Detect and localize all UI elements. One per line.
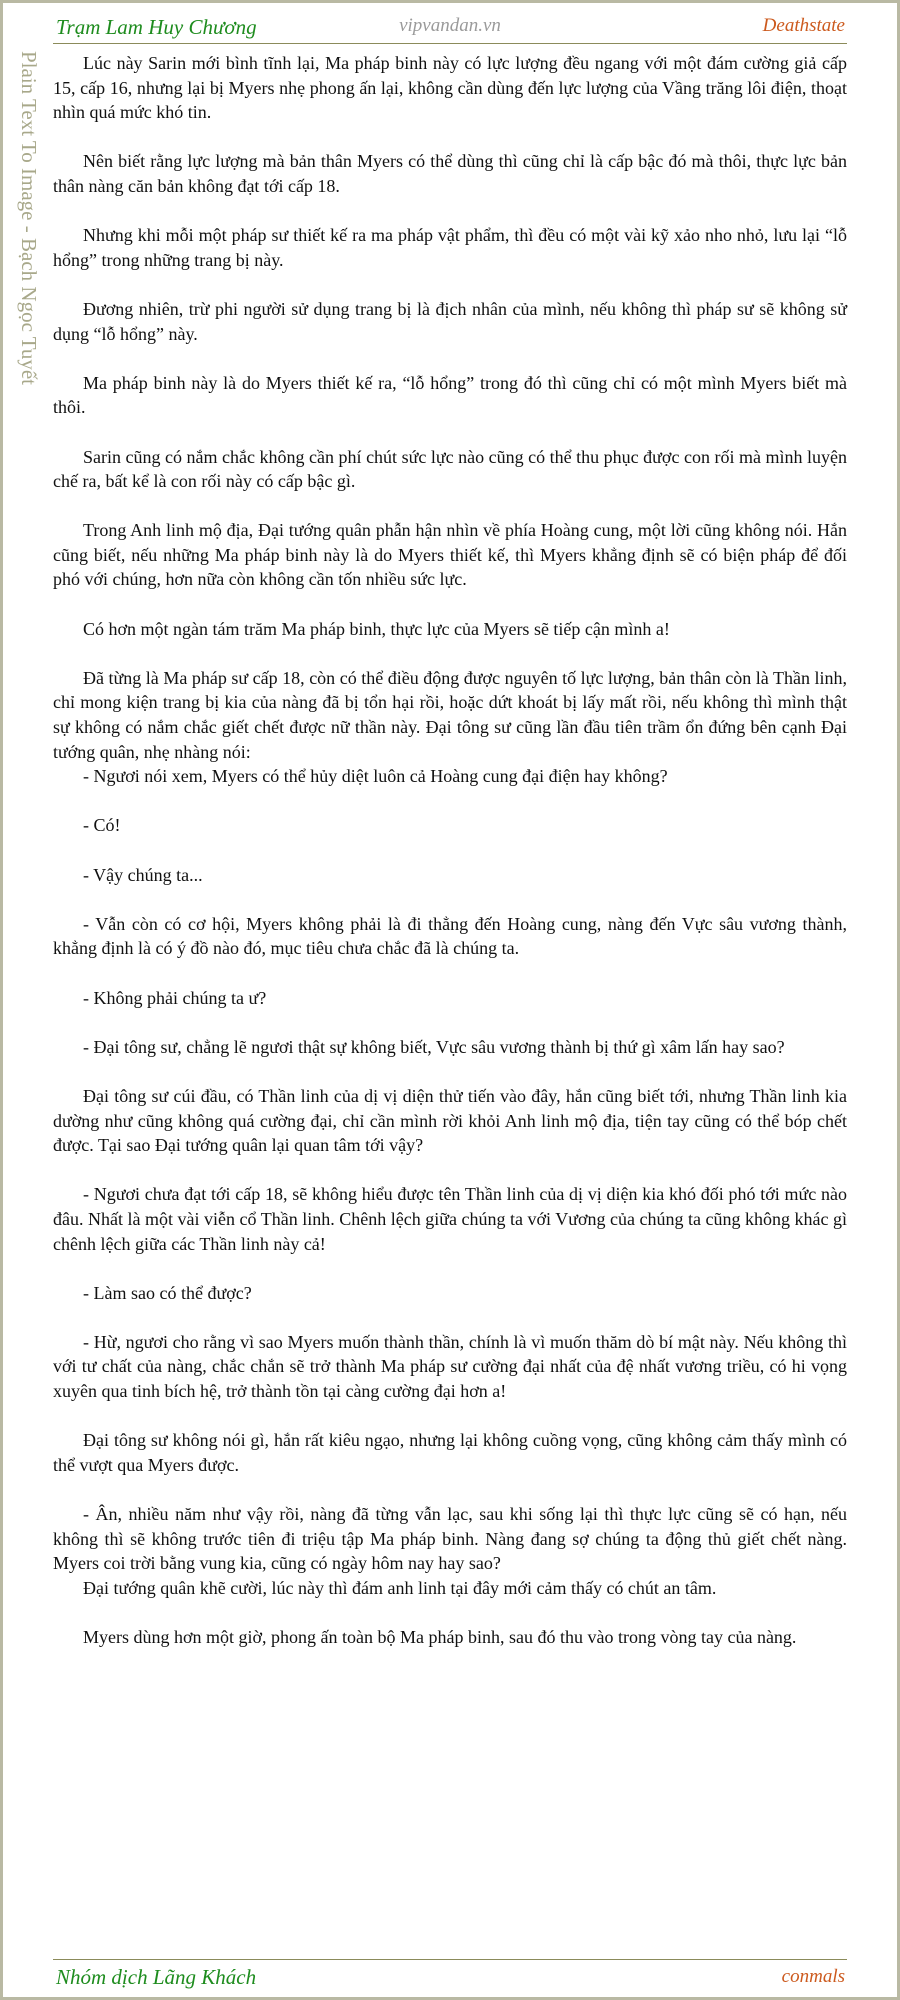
page-footer xyxy=(53,1959,847,1992)
paragraph: Đã từng là Ma pháp sư cấp 18, còn có thể điều động được nguyên tố lực lượng, bản thân còn là Thần linh, chỉ mong kiện trang bị kia của nàng đã bị tổn hại rồi, hoặc dứt khoát bị lấy mất rồi, nếu không thì mình thật sự không có nắm chắc giết chết được nữ thần này. Đại tông sư cũng lần đầu tiên trầm ổn đứng bên cạnh Đại tướng quân, nhẹ nhàng nói: xyxy=(53,667,847,762)
paragraph: Nhưng khi mỗi một pháp sư thiết kế ra ma pháp vật phẩm, thì đều có một vài kỹ xảo nho nhỏ, lưu lại “lỗ hổng” trong những trang bị này. xyxy=(53,225,847,270)
translation-group-label: Nhóm dịch Lãng Khách xyxy=(56,1965,257,1989)
dialogue-line: - Hừ, ngươi cho rằng vì sao Myers muốn thành thần, chính là vì muốn thăm dò bí mật này. Nếu không thì với tư chất của nàng, chắc chắn sẽ trở thành Ma pháp sư cường đại nhất của đệ nhất vương triều, có hi vọng xuyên qua tinh bích hệ, trở thành tồn tại càng cường đại hơn a! xyxy=(53,1331,847,1402)
paragraph: Đại tông sư cúi đầu, có Thần linh của dị vị diện thử tiến vào đây, hắn cũng biết tới, nhưng Thần linh kia dường như cũng không quá cường đại, chỉ cần mình rời khỏi Anh linh mộ địa, tiện tay cũng có thể bóp chết được. Tại sao Đại tướng quân lại quan tâm tới vậy? xyxy=(53,1085,847,1156)
story-text xyxy=(53,51,847,1674)
paragraph: Đại tướng quân khẽ cười, lúc này thì đám anh linh tại đây mới cảm thấy có chút an tâm. xyxy=(83,1577,717,1598)
paragraph: Lúc này Sarin mới bình tĩnh lại, Ma pháp binh này có lực lượng đều ngang với một đám cường giả cấp 15, cấp 16, nhưng lại bị Myers nhẹ phong ấn lại, không cần dùng đến lực lượng của Vầng trăng lôi điện, thoạt nhìn quá mức khó tin. xyxy=(53,53,847,123)
editor-label: Deathstate xyxy=(762,15,845,36)
translator-site-label: Trạm Lam Huy Chương xyxy=(56,15,257,39)
paragraph: Đương nhiên, trừ phi người sử dụng trang bị là địch nhân của mình, nếu không thì pháp sư sẽ không sử dụng “lỗ hổng” này. xyxy=(53,298,847,344)
dialogue-line: - Ân, nhiều năm như vậy rồi, nàng đã từng vẫn lạc, sau khi sống lại thì thực lực cũng sẽ có hạn, nếu không thì sẽ không trước tiên đi triệu tập Ma pháp binh. Nàng đang sợ chúng ta động thủ giết chết nàng. Myers coi trời bằng vung kia, cũng có ngày hôm nay hay sao? xyxy=(53,1504,847,1574)
side-watermark: Plain Text To Image - Bạch Ngọc Tuyết xyxy=(17,51,41,386)
paragraph: Sarin cũng có nắm chắc không cần phí chút sức lực nào cũng có thể thu phục được con rối mà mình luyện chế ra, bất kể là con rối này có cấp bậc gì. xyxy=(53,446,847,492)
paragraph: Đại tông sư không nói gì, hắn rất kiêu ngạo, nhưng lại không cuồng vọng, cũng không cảm thấy mình có thể vượt qua Myers được. xyxy=(53,1430,847,1475)
paragraph: Có hơn một ngàn tám trăm Ma pháp binh, thực lực của Myers sẽ tiếp cận mình a! xyxy=(83,618,670,639)
dialogue-line: - Đại tông sư, chẳng lẽ ngươi thật sự không biết, Vực sâu vương thành bị thứ gì xâm lấn hay sao? xyxy=(83,1036,785,1057)
paragraph: Nên biết rằng lực lượng mà bản thân Myers có thể dùng thì cũng chỉ là cấp bậc đó mà thôi, thực lực bản thân nàng căn bản không đạt tới cấp 18. xyxy=(53,151,847,196)
paragraph: Myers dùng hơn một giờ, phong ấn toàn bộ Ma pháp binh, sau đó thu vào trong vòng tay của nàng. xyxy=(83,1627,797,1647)
dialogue-line: - Làm sao có thể được? xyxy=(83,1282,252,1303)
paragraph: Ma pháp binh này là do Myers thiết kế ra, “lỗ hổng” trong đó thì cũng chỉ có một mình Myers biết mà thôi. xyxy=(53,372,847,418)
dialogue-line: - Không phải chúng ta ư? xyxy=(83,987,267,1008)
dialogue-line: - Vẫn còn có cơ hội, Myers không phải là đi thẳng đến Hoàng cung, nàng đến Vực sâu vương thành, khẳng định là có ý đồ nào đó, mục tiêu chưa chắc đã là chúng ta. xyxy=(53,913,847,959)
dialogue-line: - Ngươi chưa đạt tới cấp 18, sẽ không hiểu được tên Thần linh của dị vị diện kia khó đối phó tới mức nào đâu. Nhất là một vài viễn cổ Thần linh. Chênh lệch giữa chúng ta với Vương của chúng ta cũng không khác gì chênh lệch giữa các Thần linh này cả! xyxy=(53,1184,847,1254)
source-site-label: vipvandan.vn xyxy=(399,15,501,36)
dialogue-line: - Vậy chúng ta... xyxy=(83,864,203,885)
uploader-label: conmals xyxy=(781,1966,845,1987)
dialogue-line: - Có! xyxy=(83,815,121,836)
dialogue-line: - Ngươi nói xem, Myers có thể hủy diệt luôn cả Hoàng cung đại điện hay không? xyxy=(83,766,668,787)
paragraph: Trong Anh linh mộ địa, Đại tướng quân phẫn hận nhìn về phía Hoàng cung, một lời cũng không nói. Hắn cũng biết, nếu những Ma pháp binh này là do Myers thiết kế, thì Myers khẳng định sẽ có biện pháp để đối phó với chúng, hơn nữa còn không cần tốn nhiều sức lực. xyxy=(53,520,847,590)
page-header xyxy=(53,11,847,44)
